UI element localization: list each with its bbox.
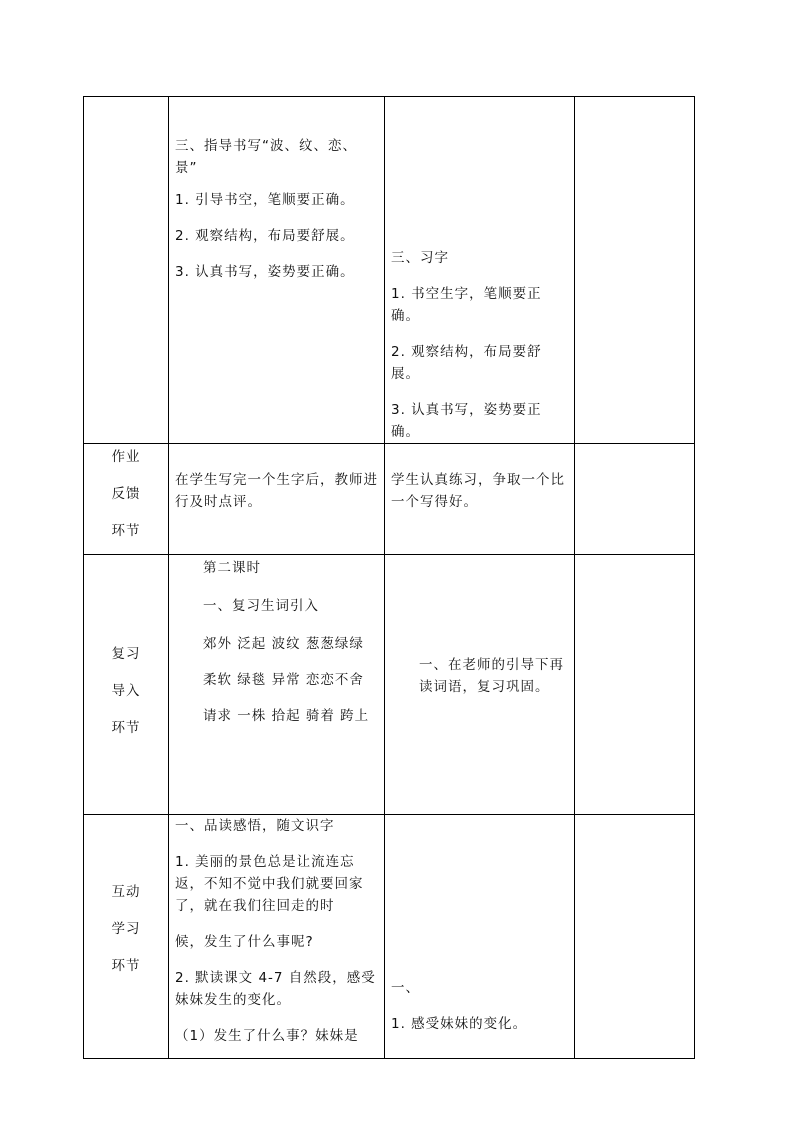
stage-label: 环节 bbox=[111, 958, 141, 974]
step-item: 3. 认真书写，姿势要正确。 bbox=[391, 402, 542, 440]
step-item: 1. 美丽的景色总是让流连忘返，不知不觉中我们就要回家了，就在我们往回走的时 bbox=[175, 854, 364, 914]
stage-label: 互动 bbox=[111, 884, 141, 900]
activity-text: 学生认真练习，争取一个比一个写得好。 bbox=[391, 472, 565, 510]
student-activity-cell bbox=[385, 97, 575, 444]
step-item: 2. 观察结构，布局要舒展。 bbox=[391, 344, 542, 382]
teacher-activity-cell bbox=[169, 97, 385, 444]
stage-label: 作业 bbox=[111, 449, 141, 465]
notes-cell bbox=[575, 815, 695, 1059]
section-heading: 一、 bbox=[391, 980, 420, 996]
vocabulary-line: 郊外 泛起 波纹 葱葱绿绿 bbox=[203, 636, 364, 652]
stage-label: 复习 bbox=[111, 646, 141, 662]
activity-text: 在学生写完一个生字后，教师进行及时点评。 bbox=[175, 472, 378, 510]
lesson-period-heading: 第二课时 bbox=[203, 560, 261, 576]
step-item: 候，发生了什么事呢? bbox=[175, 934, 314, 950]
teacher-activity-cell bbox=[169, 555, 385, 815]
section-heading: 一、复习生词引入 bbox=[203, 598, 319, 614]
step-item: 3. 认真书写，姿势要正确。 bbox=[175, 264, 355, 280]
lesson-plan-table bbox=[83, 96, 695, 1059]
teacher-activity-cell bbox=[169, 815, 385, 1059]
student-activity-cell bbox=[385, 555, 575, 815]
section-heading: 一、品读感悟，随文识字 bbox=[175, 818, 335, 834]
step-item: 1. 感受妹妹的变化。 bbox=[391, 1016, 528, 1032]
activity-text: 一、在老师的引导下再读词语，复习巩固。 bbox=[419, 657, 564, 695]
stage-label: 学习 bbox=[111, 921, 141, 937]
step-item: 2. 默读课文 4-7 自然段，感受妹妹发生的变化。 bbox=[175, 970, 376, 1008]
section-heading: 三、习字 bbox=[391, 250, 449, 266]
student-activity-cell bbox=[385, 815, 575, 1059]
stage-label: 导入 bbox=[111, 683, 141, 699]
stage-cell bbox=[84, 555, 169, 815]
table-row bbox=[84, 97, 695, 444]
vocabulary-line: 请求 一株 拾起 骑着 跨上 bbox=[203, 708, 370, 724]
stage-cell bbox=[84, 815, 169, 1059]
notes-cell bbox=[575, 97, 695, 444]
vocabulary-line: 柔软 绿毯 异常 恋恋不舍 bbox=[203, 672, 364, 688]
step-item: 1. 引导书空，笔顺要正确。 bbox=[175, 192, 355, 208]
notes-cell bbox=[575, 555, 695, 815]
table-row bbox=[84, 444, 695, 555]
step-item: （1）发生了什么事？妹妹是 bbox=[175, 1028, 359, 1044]
step-item: 1. 书空生字，笔顺要正确。 bbox=[391, 286, 542, 324]
teacher-activity-cell bbox=[169, 444, 385, 555]
stage-cell bbox=[84, 97, 169, 444]
stage-label: 环节 bbox=[111, 523, 141, 539]
table-row bbox=[84, 815, 695, 1059]
section-heading: 三、指导书写“波、纹、恋、景” bbox=[175, 138, 357, 176]
stage-cell bbox=[84, 444, 169, 555]
step-item: 2. 观察结构，布局要舒展。 bbox=[175, 228, 355, 244]
table-row bbox=[84, 555, 695, 815]
stage-label: 环节 bbox=[111, 720, 141, 736]
student-activity-cell bbox=[385, 444, 575, 555]
notes-cell bbox=[575, 444, 695, 555]
stage-label: 反馈 bbox=[111, 486, 141, 502]
